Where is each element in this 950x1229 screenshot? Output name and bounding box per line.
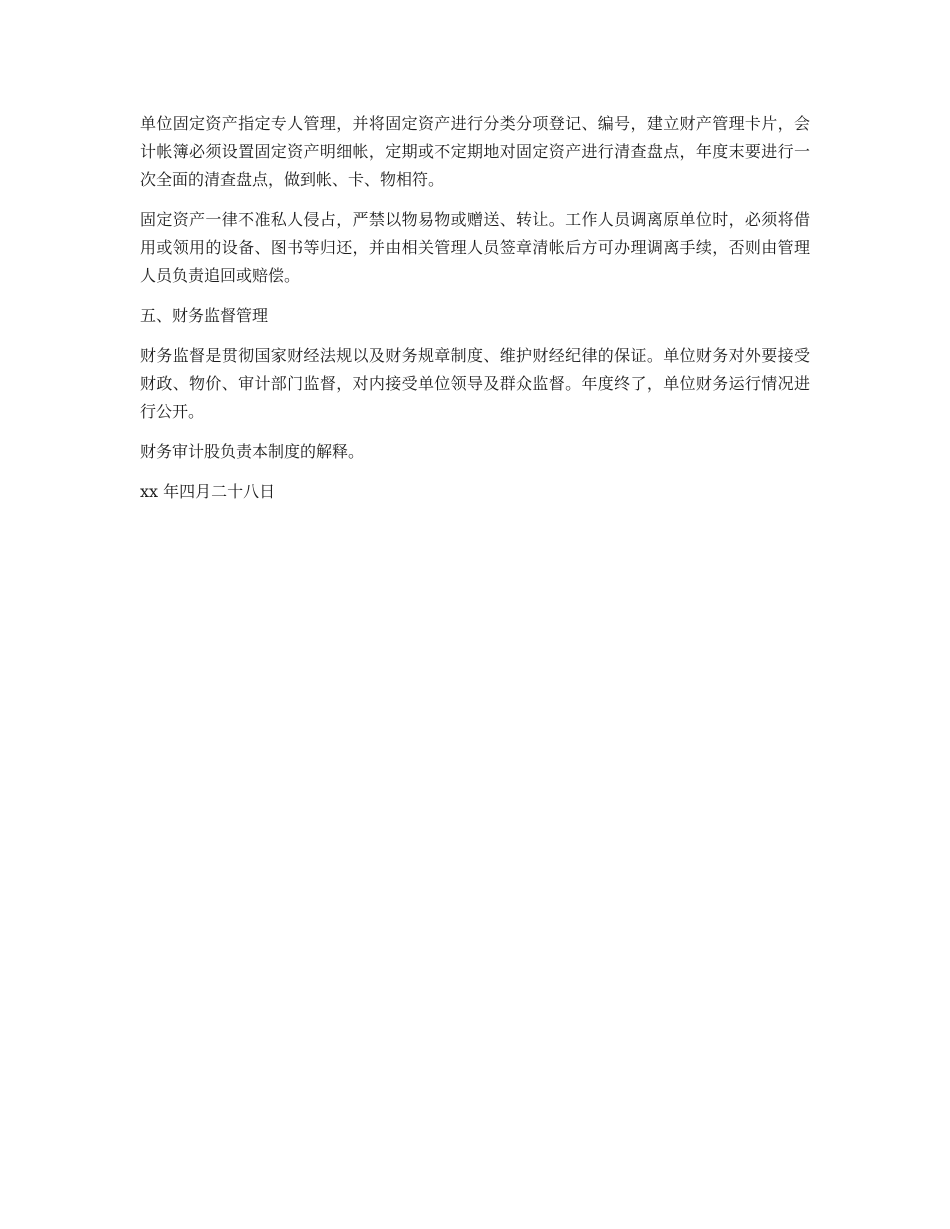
document-body bbox=[140, 110, 810, 506]
section-heading: 五、财务监督管理 bbox=[140, 306, 269, 325]
paragraph-financial-supervision: 财务监督是贯彻国家财经法规以及财务规章制度、维护财经纪律的保证。单位财务对外要接受财政、物价、审计部门监督，对内接受单位领导及群众监督。年度终了，单位财务运行情况进行公开。 bbox=[140, 346, 810, 421]
paragraph-asset-protection: 固定资产一律不准私人侵占，严禁以物易物或赠送、转让。工作人员调离原单位时，必须将借用或领用的设备、图书等归还，并由相关管理人员签章清帐后方可办理调离手续，否则由管理人员负责追回或赔偿。 bbox=[140, 210, 810, 285]
paragraph-interpretation: 财务审计股负责本制度的解释。 bbox=[140, 442, 365, 461]
paragraph-asset-management: 单位固定资产指定专人管理，并将固定资产进行分类分项登记、编号，建立财产管理卡片，会计帐簿必须设置固定资产明细帐，定期或不定期地对固定资产进行清查盘点，年度末要进行一次全面的清查盘点，做到帐、卡、物相符。 bbox=[140, 114, 810, 189]
document-date: xx 年四月二十八日 bbox=[140, 482, 276, 501]
